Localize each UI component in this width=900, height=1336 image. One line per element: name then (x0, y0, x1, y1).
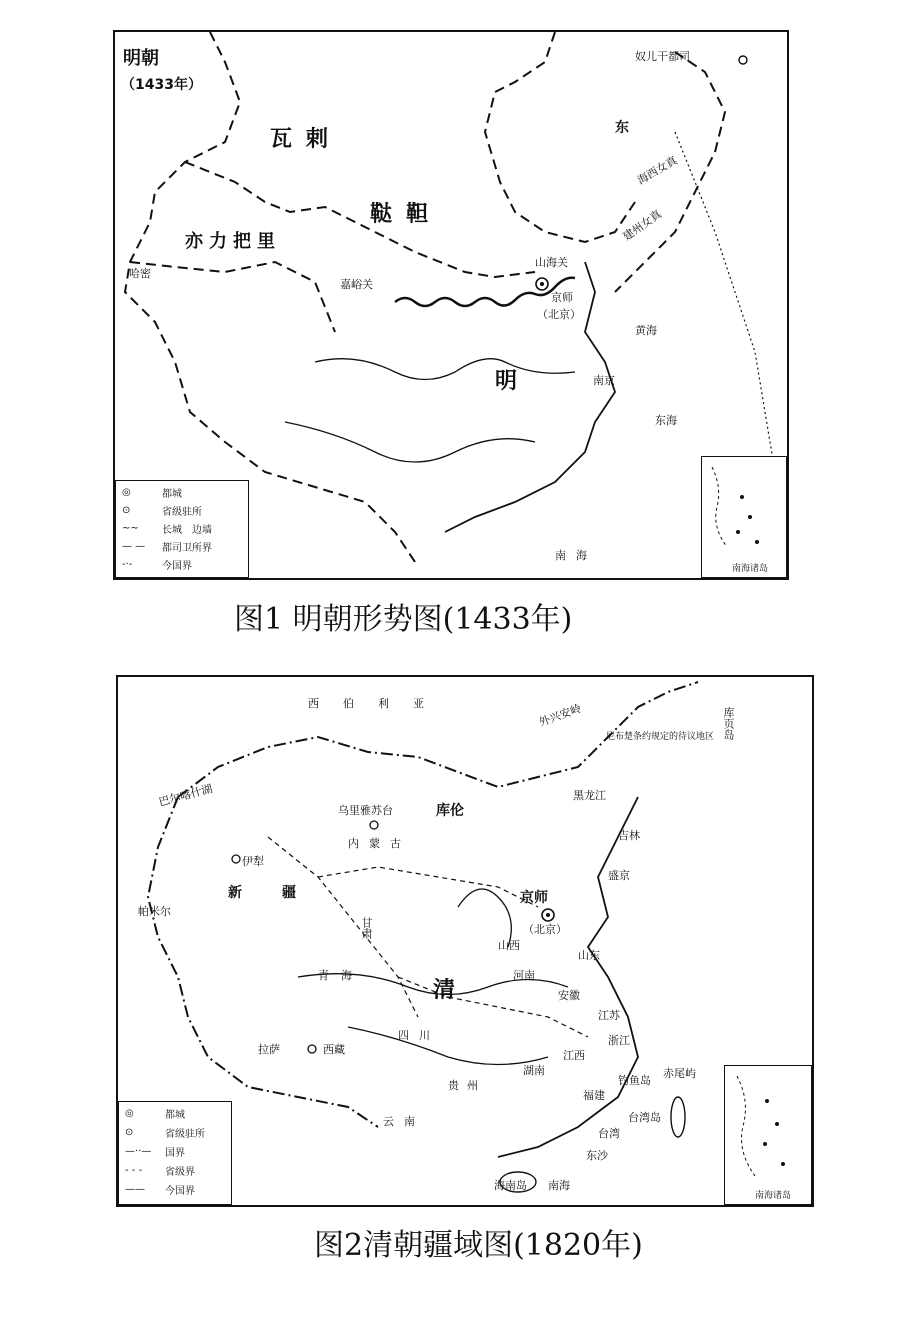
label-jianzhou: 建州女真 (620, 207, 665, 244)
label-xinjiang: 新疆 (228, 885, 336, 901)
inset-islands (702, 457, 786, 577)
label-uliastai: 乌里雅苏台 (338, 804, 393, 817)
legend-label: 都司卫所界 (162, 543, 212, 554)
label-anhui: 安徽 (558, 989, 580, 1002)
label-sea-yellow: 黄海 (635, 324, 657, 337)
map2-legend (118, 1101, 232, 1205)
label-henan: 河南 (513, 969, 535, 982)
legend-symbol: ~~ (122, 523, 139, 534)
label-heilongjiang: 黑龙江 (573, 789, 606, 802)
label-sea-south: 南海 (555, 549, 597, 562)
legend-label: 省级界 (165, 1167, 195, 1178)
inset-label: 南海诸岛 (755, 1191, 792, 1201)
label-nanhai: 南海 (548, 1179, 570, 1192)
label-taiwan: 台湾 (598, 1127, 620, 1140)
label-hunan: 湖南 (523, 1064, 545, 1077)
legend-label: 今国界 (165, 1186, 195, 1197)
label-qinghai: 青海 (318, 969, 364, 982)
label-east: 东 (615, 120, 629, 136)
label-shanhaiguan: 山海关 (535, 256, 568, 269)
label-dongsha: 东沙 (586, 1149, 608, 1162)
label-inner-mongolia: 内蒙古 (348, 837, 411, 850)
map1-legend (115, 480, 249, 578)
label-khingan: 外兴安岭 (537, 701, 584, 730)
label-lhasa: 拉萨 (258, 1043, 280, 1056)
label-jiayuguan: 嘉峪关 (340, 278, 373, 291)
label-sichuan: 四川 (398, 1029, 440, 1042)
label-kulun: 库伦 (436, 803, 464, 819)
inset-label: 南海诸岛 (732, 564, 769, 574)
legend-label: 省级驻所 (162, 507, 202, 518)
legend-label: 省级驻所 (165, 1129, 205, 1140)
map1-title: 明朝 (123, 48, 159, 69)
label-taiwan-island: 台湾岛 (628, 1111, 661, 1124)
inset-islands (725, 1066, 811, 1204)
caption-fig2: 图2清朝疆域图(1820年) (314, 1228, 643, 1263)
label-capital-qing: 京师 (520, 890, 548, 906)
label-balik: 亦力把里 (185, 231, 281, 252)
label-kuye: 库页岛 (722, 707, 735, 740)
label-tibet: 西藏 (323, 1043, 345, 1056)
label-haixi: 海西女真 (634, 153, 680, 188)
map1-year: （1433年） (121, 77, 202, 93)
legend-label: 都城 (162, 489, 182, 500)
label-gansu: 甘肃 (360, 917, 373, 939)
label-sea-east: 东海 (655, 414, 677, 427)
label-capital-alt-ming: （北京） (537, 308, 581, 321)
legend-label: 长城 边墙 (162, 525, 212, 536)
label-ili: 伊犁 (242, 855, 264, 868)
label-balkhash: 巴尔喀什湖 (157, 782, 214, 809)
label-chiwei: 赤尾屿 (663, 1067, 696, 1080)
label-siberia: 西伯利亚 (308, 697, 448, 710)
label-jiangxi: 江西 (563, 1049, 585, 1062)
label-diaoyu: 钓鱼岛 (618, 1074, 651, 1087)
map1-inset (701, 456, 787, 578)
legend-symbol: ⊙ (125, 1127, 134, 1138)
legend-label: 国界 (165, 1148, 185, 1159)
label-guizhou: 贵州 (448, 1079, 486, 1092)
label-jilin: 吉林 (618, 829, 640, 842)
label-ming: 明 (495, 369, 532, 394)
label-nurgan: 奴儿干都司 (635, 50, 690, 63)
legend-symbol: -·- (122, 559, 133, 570)
label-shanxi: 山西 (498, 939, 520, 952)
label-yunnan: 云南 (383, 1115, 425, 1128)
map2-inset (724, 1065, 812, 1205)
caption-fig1: 图1 明朝形势图(1433年) (234, 602, 573, 637)
label-nerchinsk-note: 尼布楚条约规定的待议地区 (606, 732, 715, 742)
legend-symbol: ◎ (125, 1108, 134, 1119)
legend-label: 都城 (165, 1110, 185, 1121)
label-nanjing: 南京 (593, 374, 615, 387)
label-shengjing: 盛京 (608, 869, 630, 882)
label-jiangsu: 江苏 (598, 1009, 620, 1022)
legend-symbol: — — (122, 541, 146, 552)
legend-symbol: ⊙ (122, 505, 131, 516)
label-fujian: 福建 (583, 1089, 605, 1102)
label-zhejiang: 浙江 (608, 1034, 630, 1047)
legend-symbol: ◎ (122, 487, 131, 498)
label-hami: 哈密 (129, 267, 151, 280)
legend-symbol: —··— (125, 1146, 152, 1157)
label-qing: 清 (433, 978, 470, 1003)
ming-map (113, 30, 789, 580)
label-pamirs: 帕米尔 (138, 905, 171, 918)
qing-map (116, 675, 814, 1207)
legend-symbol: —— (125, 1184, 145, 1195)
legend-label: 今国界 (162, 561, 192, 572)
label-wala: 瓦剌 (270, 127, 343, 152)
label-capital-ming: 京师 (551, 291, 573, 304)
label-shandong: 山东 (578, 949, 600, 962)
label-capital-alt-qing: （北京） (523, 923, 567, 936)
label-tatar: 鞑靼 (370, 202, 443, 227)
label-hainan: 海南岛 (494, 1179, 527, 1192)
legend-symbol: - - - (125, 1165, 143, 1176)
